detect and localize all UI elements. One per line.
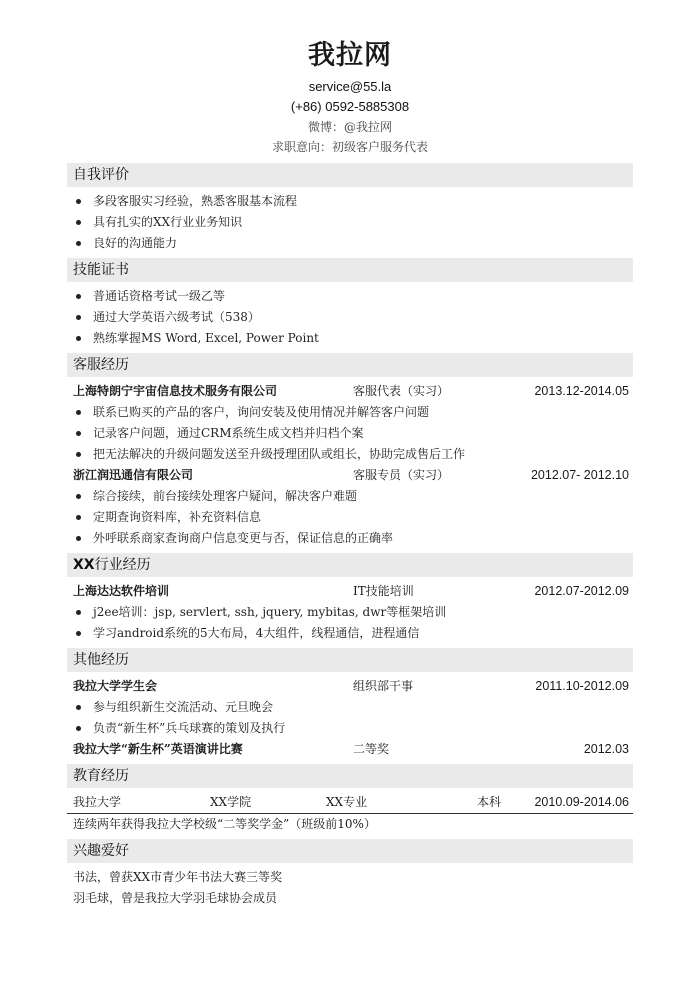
- education-note: 连续两年获得我拉大学校级“二等奖学金”（班级前10%）: [73, 817, 376, 831]
- hobby-item: 书法，曾获XX市青少年书法大赛三等奖: [73, 870, 283, 884]
- list-item: 参与组织新生交流活动、元旦晚会: [67, 697, 633, 718]
- degree: 本科: [477, 795, 502, 809]
- skills-section: [67, 258, 633, 353]
- list-item: 多段客服实习经验，熟悉客服基本流程: [67, 191, 633, 212]
- job-role: 客服专员（实习）: [353, 468, 450, 482]
- industry-experience-section: [67, 553, 633, 648]
- hobby-item: 羽毛球，曾是我拉大学羽毛球协会成员: [73, 891, 278, 905]
- list-item: 外呼联系商家查询商户信息变更与否，保证信息的正确率: [67, 528, 633, 549]
- award-level: 二等奖: [353, 742, 390, 756]
- list-item: 把无法解决的升级问题发送至升级授理团队或组长，协助完成售后工作: [67, 444, 633, 465]
- section-title: [67, 553, 633, 577]
- weibo-text: 微博：@我拉网: [307, 120, 392, 134]
- service-experience-section: [67, 353, 633, 553]
- self-evaluation-section: [67, 163, 633, 258]
- education-row: [67, 792, 633, 814]
- list-item: 负责“新生杯”兵乓球赛的策划及执行: [67, 718, 633, 739]
- company-name: 浙江润迅通信有限公司: [73, 468, 194, 482]
- section-title: 教育经历: [67, 764, 633, 788]
- college-name: XX学院: [210, 795, 252, 809]
- section-title: 兴趣爱好: [67, 839, 633, 863]
- section-title: 技能证书: [67, 258, 633, 282]
- school-name: 我拉大学: [73, 795, 122, 809]
- job-header: [67, 381, 633, 402]
- list-item: 普通话资格考试一级乙等: [67, 286, 633, 307]
- list-item: 通过大学英语六级考试（538）: [67, 307, 633, 328]
- job-role: 客服代表（实习）: [353, 384, 450, 398]
- phone-text: (+86) 0592-5885308: [290, 99, 410, 114]
- education-period: 2010.09-2014.06: [534, 795, 629, 809]
- list-item: 定期查询资料库，补充资料信息: [67, 507, 633, 528]
- list-item: 学习android系统的5大布局，4大组件，线程通信，进程通信: [67, 623, 633, 644]
- list-item: j2ee培训：jsp, servlert, ssh, jquery, mybitas, dwr等框架培训: [67, 602, 633, 623]
- organization-name: 上海达达软件培训: [73, 584, 170, 598]
- award-date: 2012.03: [583, 742, 629, 756]
- resume-header: [67, 38, 633, 157]
- education-section: [67, 764, 633, 839]
- section-title: 客服经历: [67, 353, 633, 377]
- job-period: 2011.10-2012.09: [535, 679, 629, 693]
- section-title: 自我评价: [67, 163, 633, 187]
- candidate-name: 我拉网: [308, 40, 392, 71]
- email-text: service@55.la: [308, 79, 392, 94]
- list-item: 综合接续，前台接续处理客户疑问，解决客户难题: [67, 486, 633, 507]
- major-name: XX专业: [326, 795, 368, 809]
- list-item: 联系已购买的产品的客户，询问安装及使用情况并解答客户问题: [67, 402, 633, 423]
- other-experience-section: [67, 648, 633, 764]
- resume-page: [67, 0, 633, 913]
- job-header: [67, 465, 633, 486]
- list-item: 记录客户问题，通过CRM系统生成文档并归档个案: [67, 423, 633, 444]
- list-item: 具有扎实的XX行业业务知识: [67, 212, 633, 233]
- award-row: [67, 739, 633, 760]
- job-header: [67, 581, 633, 602]
- objective-text: 求职意向：初级客户服务代表: [271, 140, 428, 154]
- section-title-rest: 行业经历: [94, 557, 151, 573]
- list-item: 良好的沟通能力: [67, 233, 633, 254]
- job-role: 组织部干事: [353, 679, 414, 693]
- section-title: 其他经历: [67, 648, 633, 672]
- job-period: 2012.07- 2012.10: [530, 468, 629, 482]
- section-title-bold: XX: [73, 557, 95, 573]
- job-header: [67, 676, 633, 697]
- award-name: 我拉大学“新生杯”英语演讲比赛: [73, 742, 243, 756]
- list-item: 熟练掌握MS Word, Excel, Power Point: [67, 328, 633, 349]
- job-period: 2013.12-2014.05: [534, 384, 629, 398]
- company-name: 上海特朗宁宇宙信息技术服务有限公司: [73, 384, 278, 398]
- job-period: 2012.07-2012.09: [534, 584, 629, 598]
- job-role: IT技能培训: [353, 584, 414, 598]
- organization-name: 我拉大学学生会: [73, 679, 158, 693]
- hobbies-section: [67, 839, 633, 913]
